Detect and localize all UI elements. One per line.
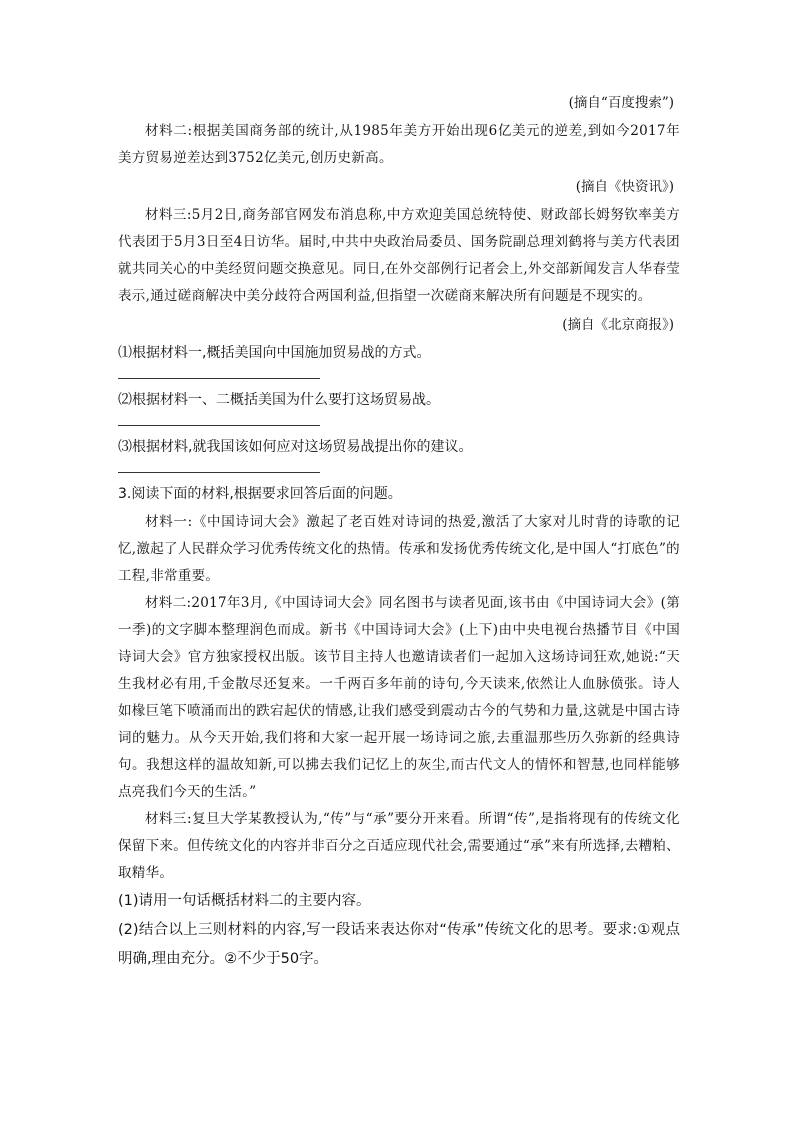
poetry-question-2: (2)结合以上三则材料的内容,写一段话来表达你对“传承”传统文化的思考。要求:①观点明确,理由充分。②不少于50字。: [118, 922, 680, 967]
question-3-heading: 3.阅读下面的材料,根据要求回答后面的问题。: [118, 486, 402, 502]
trade-material-3: 材料三:5月2日,商务部官网发布消息称,中方欢迎美国总统特使、财政部长姆努钦率美方代表团于5月3日至4日访华。届时,中共中央政治局委员、国务院副总理刘鹤将与美方代表团就共同关心的中美经贸问题交换意见。同日,在外交部例行记者会上,外交部新闻发言人华春莹表示,通过磋商解决中美分歧符合两国利益,但指望一次磋商来解决所有问题是不现实的。: [118, 207, 680, 304]
source-kuaizixun: (摘自《快资讯》): [575, 179, 674, 195]
poetry-material-3: 材料三:复旦大学某教授认为,“传”与“承”要分开来看。所谓“传”,是指将现有的传统文化保留下来。但传统文化的内容并非百分之百适应现代社会,需要通过“承”来有所选择,去糟粕、取精华。: [118, 811, 680, 881]
answer-line-2[interactable]: [118, 425, 320, 426]
trade-question-1: ⑴根据材料一,概括美国向中国施加贸易战的方式。: [118, 345, 431, 361]
poetry-question-1: (1)请用一句话概括材料二的主要内容。: [118, 893, 371, 909]
trade-question-3: ⑶根据材料,就我国该如何应对这场贸易战提出你的建议。: [118, 439, 473, 455]
poetry-material-2: 材料二:2017年3月,《中国诗词大会》同名图书与读者见面,该书由《中国诗词大会》(第一季)的文字脚本整理润色而成。新书《中国诗词大会》(上下)由中央电视台热播节目《中国诗词大会》官方独家授权出版。该节目主持人也邀请读者们一起加入这场诗词狂欢,她说:“天生我材必有用,千金散尽还复来。一千两百多年前的诗句,今天读来,依然让人血脉偾张。诗人如椽巨笔下喷涌而出的跌宕起伏的情感,让我们感受到震动古今的气势和力量,这就是中国古诗词的魅力。从今天开始,我们将和大家一起开展一场诗词之旅,去重温那些历久弥新的经典诗句。我想这样的温故知新,可以拂去我们记忆上的灰尘,而古代文人的情怀和智慧,也同样能够点亮我们今天的生活。”: [118, 595, 680, 800]
trade-material-2: 材料二:根据美国商务部的统计,从1985年美方开始出现6亿美元的逆差,到如今2017年美方贸易逆差达到3752亿美元,创历史新高。: [118, 123, 680, 166]
source-beijing-business-news: (摘自《北京商报》): [562, 317, 674, 333]
document-page: [118, 88, 680, 974]
poetry-material-1: 材料一:《中国诗词大会》激起了老百姓对诗词的热爱,激活了大家对儿时背的诗歌的记忆,激起了人民群众学习优秀传统文化的热情。传承和发扬优秀传统文化,是中国人“打底色”的工程,非常重要。: [118, 514, 680, 584]
trade-question-2: ⑵根据材料一、二概括美国为什么要打这场贸易战。: [118, 392, 440, 408]
source-baidu: (摘自“百度搜索”): [568, 95, 674, 111]
answer-line-3[interactable]: [118, 472, 320, 473]
answer-line-1[interactable]: [118, 378, 320, 379]
